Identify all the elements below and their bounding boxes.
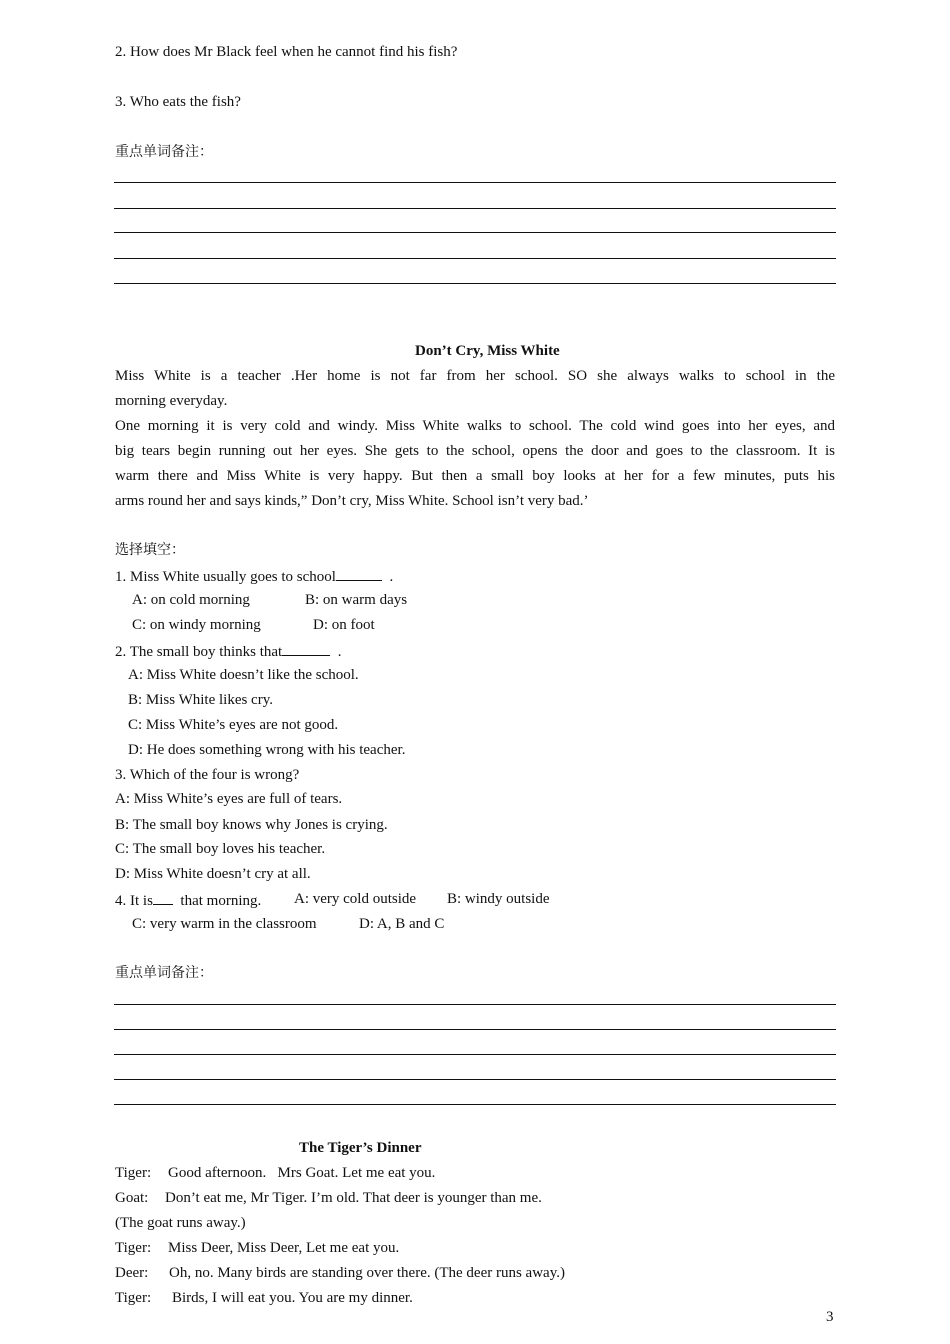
paragraph-line: One morning it is very cold and windy. Miss White walks to school. The cold wind goes into her eyes, and	[115, 418, 835, 434]
exercise-label: 选择填空：	[115, 542, 185, 558]
option: D: Miss White doesn’t cry at all.	[115, 866, 311, 882]
note-line	[114, 1029, 836, 1030]
story-title: The Tiger’s Dinner	[299, 1140, 422, 1156]
option: A: Miss White’s eyes are full of tears.	[115, 791, 343, 807]
option: B: windy outside	[447, 891, 550, 907]
note-line	[114, 258, 836, 259]
option: B: Miss White likes cry.	[128, 692, 273, 708]
page-number: 3	[826, 1309, 834, 1325]
story-title: Don’t Cry, Miss White	[415, 343, 560, 359]
option: C: The small boy loves his teacher.	[115, 841, 326, 857]
question-rest: that morning.	[180, 893, 262, 909]
dialogue-text: Oh, no. Many birds are standing over there. (The deer runs away.)	[169, 1265, 565, 1281]
question-4	[115, 890, 261, 910]
option: C: Miss White’s eyes are not good.	[128, 717, 339, 733]
paragraph-line: big tears begin running out her eyes. She gets to the school, opens the door and goes to the classroom. It is	[115, 443, 835, 459]
option: A: very cold outside	[294, 891, 417, 907]
option: D: He does something wrong with his teacher.	[128, 742, 406, 758]
notes-label: 重点单词备注：	[115, 965, 213, 981]
paragraph-line: Miss White is a teacher .Her home is not far from her school. SO she always walks to school in the	[115, 368, 835, 384]
note-line	[114, 1079, 836, 1080]
paragraph-line: morning everyday.	[115, 393, 228, 409]
option: A: on cold morning	[132, 592, 250, 608]
dialogue-speaker: Tiger:	[115, 1290, 152, 1306]
dialogue-speaker: Goat:	[115, 1190, 149, 1206]
note-line	[114, 1004, 836, 1005]
dialogue-text: Miss Deer, Miss Deer, Let me eat you.	[168, 1240, 400, 1256]
dialogue-text: (The goat runs away.)	[115, 1215, 246, 1231]
question-2: 2. How does Mr Black feel when he cannot find his fish?	[115, 44, 458, 60]
question-stem: 1. Miss White usually goes to school	[115, 569, 336, 585]
question-end: .	[337, 644, 342, 660]
question-stem: 4. It is	[115, 893, 153, 909]
dialogue-speaker: Tiger:	[115, 1240, 152, 1256]
answer-blank[interactable]	[153, 890, 173, 905]
question-2	[115, 641, 341, 661]
dialogue-text: Good afternoon. Mrs Goat. Let me eat you.	[168, 1165, 436, 1181]
note-line	[114, 208, 836, 209]
paragraph-line: warm there and Miss White is very happy. But then a small boy looks at her for a few minutes, puts his	[115, 468, 835, 484]
answer-blank[interactable]	[336, 566, 382, 581]
note-line	[114, 1054, 836, 1055]
question-3: 3. Who eats the fish?	[115, 94, 241, 110]
note-line	[114, 283, 836, 284]
question-3: 3. Which of the four is wrong?	[115, 767, 300, 783]
option: B: on warm days	[305, 592, 408, 608]
paragraph-line: arms round her and says kinds,” Don’t cry, Miss White. School isn’t very bad.’	[115, 493, 589, 509]
dialogue-speaker: Tiger:	[115, 1165, 152, 1181]
option: C: on windy morning	[132, 617, 261, 633]
notes-label: 重点单词备注：	[115, 144, 213, 160]
answer-blank[interactable]	[282, 641, 330, 656]
option: C: very warm in the classroom	[132, 916, 317, 932]
option: B: The small boy knows why Jones is crying.	[115, 817, 388, 833]
note-line	[114, 1104, 836, 1105]
dialogue-text: Birds, I will eat you. You are my dinner.	[172, 1290, 413, 1306]
dialogue-text: Don’t eat me, Mr Tiger. I’m old. That deer is younger than me.	[165, 1190, 542, 1206]
option: D: A, B and C	[359, 916, 445, 932]
option: D: on foot	[313, 617, 375, 633]
dialogue-speaker: Deer:	[115, 1265, 149, 1281]
question-end: .	[389, 569, 394, 585]
note-line	[114, 232, 836, 233]
option: A: Miss White doesn’t like the school.	[128, 667, 359, 683]
question-stem: 2. The small boy thinks that	[115, 644, 283, 660]
question-1	[115, 566, 393, 586]
note-line	[114, 182, 836, 183]
